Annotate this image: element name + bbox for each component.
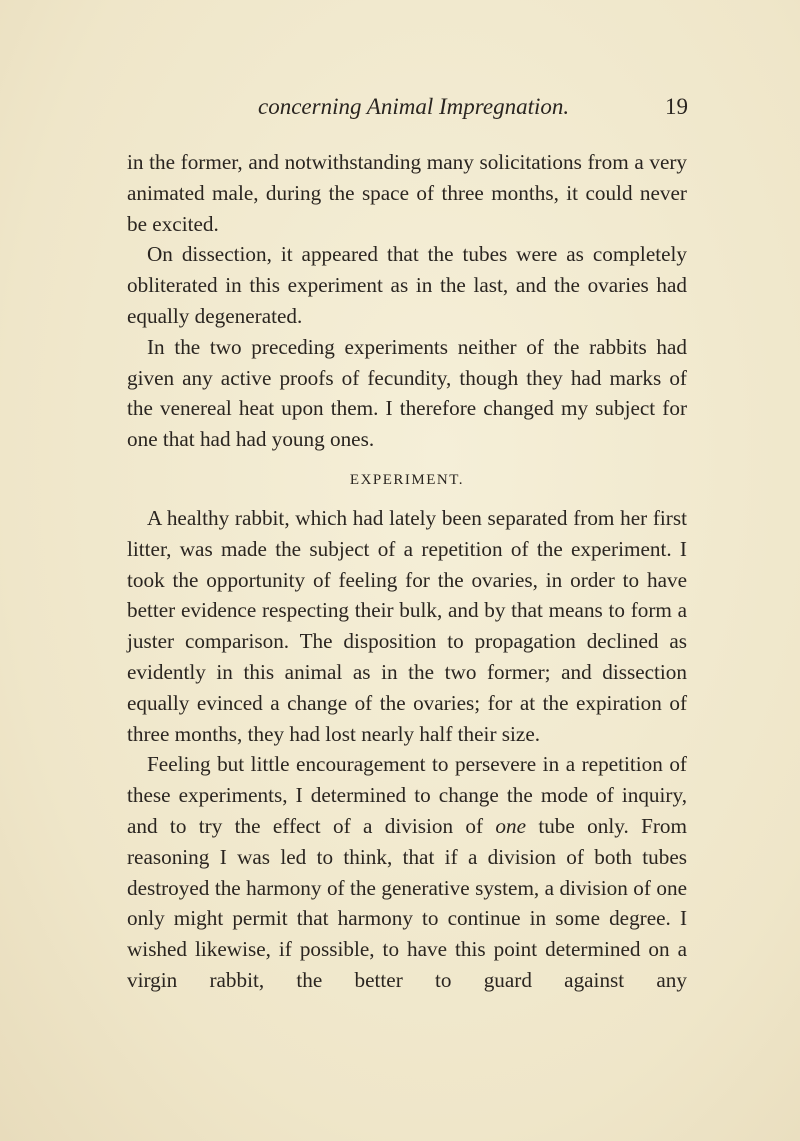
paragraph-5-text-b: tube only. From reasoning I was led to think, that if a division of both tubes destroyed the harmony of the generative system, a division of one only might permit that harmony to continue in some degree. I wished likewise, if possible, to have this point determined on a virgin rabbit, the better to guard against any: [127, 813, 687, 992]
paragraph-4: A healthy rabbit, which had lately been separated from her first litter, was made the subject of a repetition of the experiment. I took the opportunity of feeling for the ovaries, in order to have better evidence respecting their bulk, and by that means to form a juster comparison. The disposition to propagation declined as evidently in this animal as in the two former; and dissection equally evinced a change of the ovaries; for at the expiration of three months, they had lost nearly half their size.: [127, 505, 687, 746]
paragraph-3: In the two preceding experiments neither of the rabbits had given any active proofs of fecundity, though they had marks of the venereal heat upon them. I therefore changed my subject for one that had had young ones.: [127, 334, 687, 452]
paragraph-5-emphasis: one: [495, 813, 526, 838]
paragraph-5: [127, 749, 687, 995]
paragraph-5-text-a: Feeling but little encouragement to persevere in a repetition of these experiments, I determined to change the mode of inquiry, and to try the effect of a division of: [127, 752, 687, 838]
paragraph-2: On dissection, it appeared that the tubes were as completely obliterated in this experiment as in the last, and the ovaries had equally degenerated.: [127, 242, 687, 328]
page-header: [258, 94, 688, 126]
running-title: concerning Animal Impregnation.: [258, 94, 570, 119]
page-number: 19: [665, 94, 688, 119]
section-heading: EXPERIMENT.: [349, 471, 465, 488]
paragraph-1: in the former, and notwithstanding many solicitations from a very animated male, during the space of three months, it could never be excited.: [127, 150, 687, 236]
body-text: [127, 147, 687, 996]
